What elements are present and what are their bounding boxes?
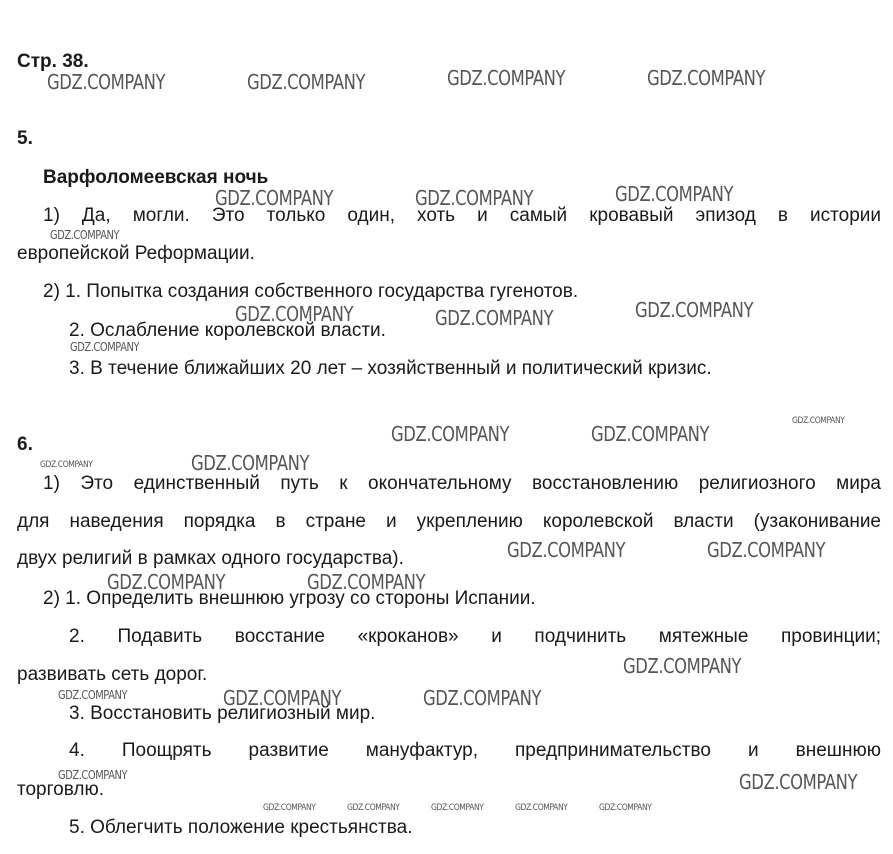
watermark: GDZ.COMPANY xyxy=(707,538,826,562)
q6-answer-2-item: 5. Облегчить положение крестьянства. xyxy=(69,817,413,838)
watermark: GDZ.COMPANY xyxy=(347,803,400,813)
q6-answer-2-item: 2. Подавить восстание «кроканов» и подчинить мятежные провинции; xyxy=(69,626,881,647)
watermark: GDZ.COMPANY xyxy=(215,186,334,210)
question-5-number: 5. xyxy=(17,128,33,149)
watermark: GDZ.COMPANY xyxy=(415,186,534,210)
watermark: GDZ.COMPANY xyxy=(223,686,342,710)
watermark: GDZ.COMPANY xyxy=(263,803,316,813)
watermark: GDZ.COMPANY xyxy=(58,768,128,782)
watermark: GDZ.COMPANY xyxy=(431,803,484,813)
q6-answer-1-line: двух религий в рамках одного государства). xyxy=(17,548,404,569)
watermark: GDZ.COMPANY xyxy=(507,538,626,562)
watermark: GDZ.COMPANY xyxy=(739,770,858,794)
q6-answer-2-item: развивать сеть дорог. xyxy=(17,664,208,685)
q6-answer-1-line: для наведения порядка в стране и укреплению королевской власти (узаконивание xyxy=(17,511,881,532)
q6-answer-2-item: 3. Восстановить религиозный мир. xyxy=(69,703,376,724)
watermark: GDZ.COMPANY xyxy=(40,460,93,470)
watermark: GDZ.COMPANY xyxy=(792,416,845,426)
watermark: GDZ.COMPANY xyxy=(615,182,734,206)
watermark: GDZ.COMPANY xyxy=(235,302,354,326)
watermark: GDZ.COMPANY xyxy=(307,570,426,594)
q5-answer-2-item: 2) 1. Попытка создания собственного государства гугенотов. xyxy=(43,281,579,302)
watermark: GDZ.COMPANY xyxy=(435,306,554,330)
watermark: GDZ.COMPANY xyxy=(623,654,742,678)
q6-answer-1-line: 1) Это единственный путь к окончательному восстановлению религиозного мира xyxy=(43,473,881,494)
q5-answer-1-line: 1) Да, могли. Это только один, хоть и самый кровавый эпизод в истории xyxy=(43,205,881,226)
watermark: GDZ.COMPANY xyxy=(247,70,366,94)
q6-answer-2-item: торговлю. xyxy=(17,779,104,800)
watermark: GDZ.COMPANY xyxy=(50,228,120,242)
watermark: GDZ.COMPANY xyxy=(515,803,568,813)
q6-answer-2-item: 4. Поощрять развитие мануфактур, предпринимательство и внешнюю xyxy=(69,740,881,761)
watermark: GDZ.COMPANY xyxy=(58,688,128,702)
watermark: GDZ.COMPANY xyxy=(447,66,566,90)
watermark: GDZ.COMPANY xyxy=(647,66,766,90)
q5-answer-2-item: 3. В течение ближайших 20 лет – хозяйственный и политический кризис. xyxy=(69,358,712,379)
watermark: GDZ.COMPANY xyxy=(107,570,226,594)
question-5-heading: Варфоломеевская ночь xyxy=(43,167,269,188)
watermark: GDZ.COMPANY xyxy=(599,803,652,813)
watermark: GDZ.COMPANY xyxy=(391,422,510,446)
watermark: GDZ.COMPANY xyxy=(591,422,710,446)
watermark: GDZ.COMPANY xyxy=(423,686,542,710)
watermark: GDZ.COMPANY xyxy=(47,70,166,94)
page-label: Стр. 38. xyxy=(17,51,89,72)
watermark: GDZ.COMPANY xyxy=(635,298,754,322)
q5-answer-2-item: 2. Ослабление королевской власти. xyxy=(69,320,386,341)
q6-answer-2-item: 2) 1. Определить внешнюю угрозу со стороны Испании. xyxy=(43,588,536,609)
watermark: GDZ.COMPANY xyxy=(70,340,140,354)
q5-answer-1-line: европейской Реформации. xyxy=(17,243,255,264)
question-6-number: 6. xyxy=(17,434,33,455)
watermark: GDZ.COMPANY xyxy=(191,451,310,475)
